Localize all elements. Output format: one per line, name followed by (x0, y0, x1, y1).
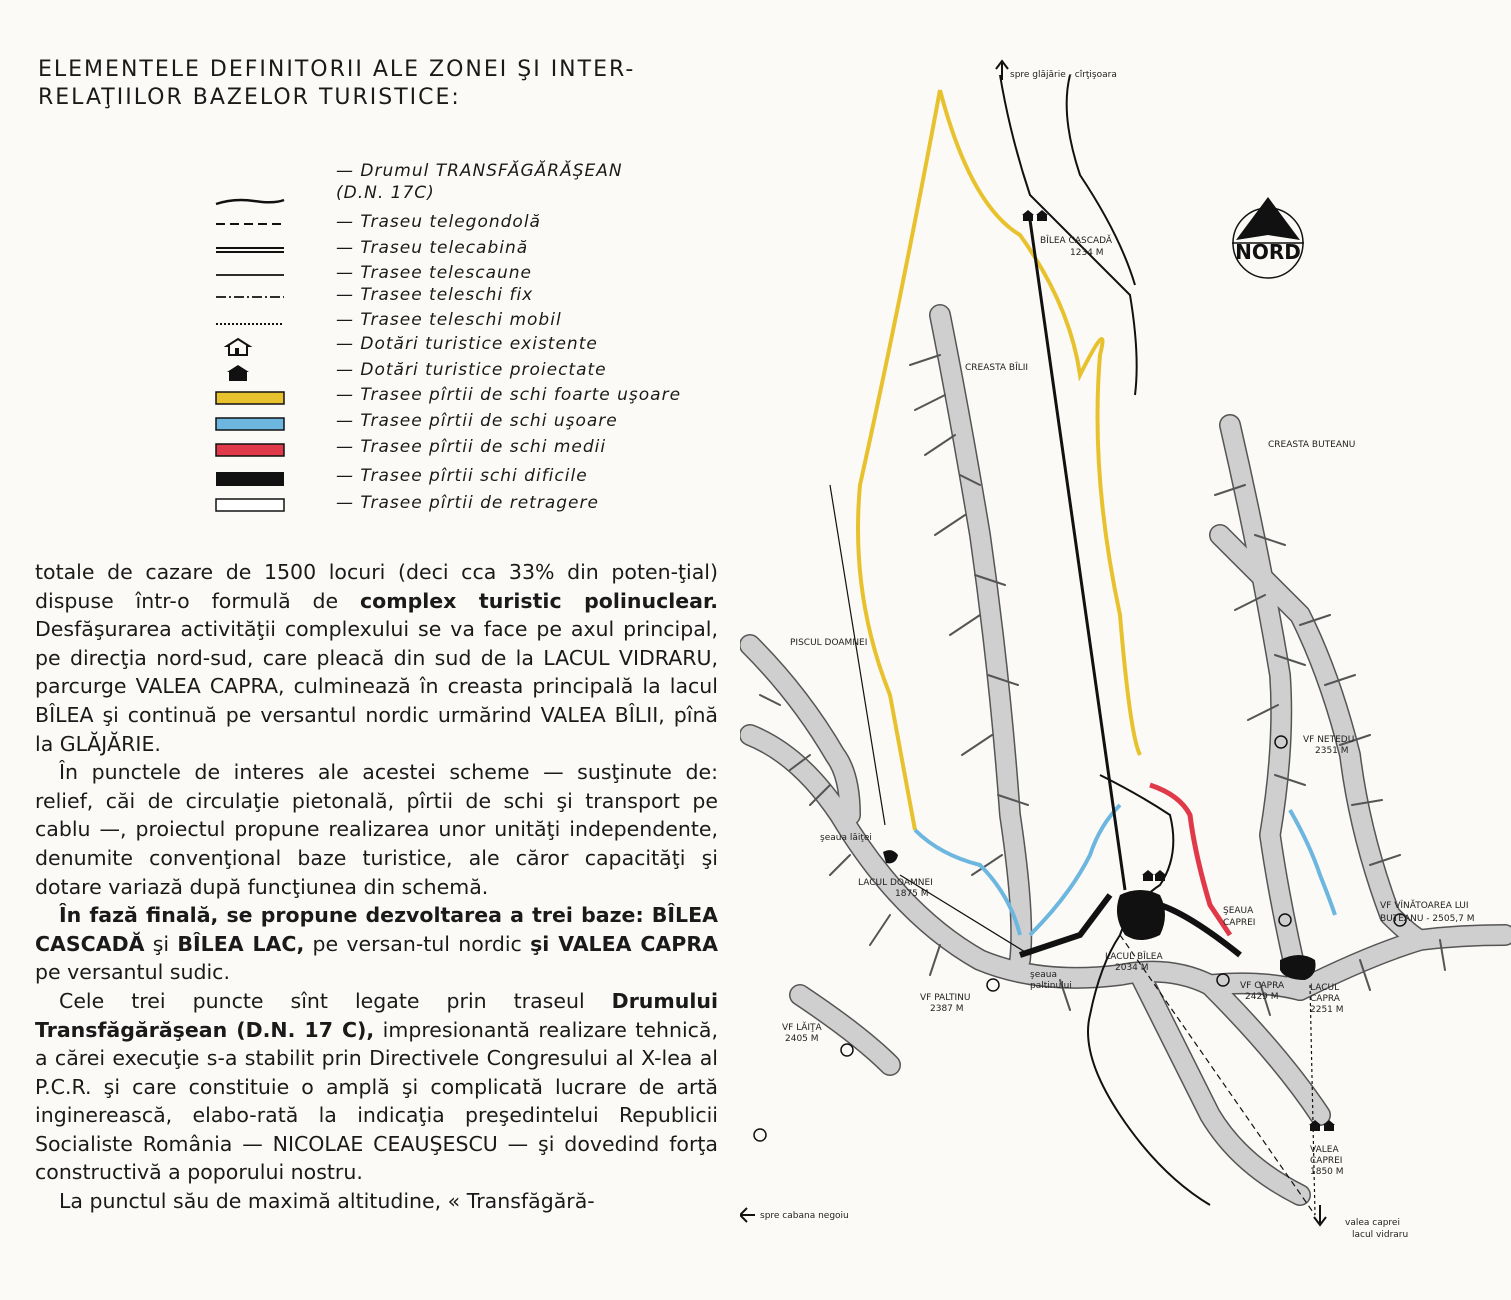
label-vf-vinatoarea-2: BUTEANU - 2505,7 M (1380, 914, 1475, 924)
label-spre-glajarie: spre glăjărie - cîrţişoara (1010, 70, 1117, 80)
arrow-west-icon (740, 1208, 755, 1222)
label-spre-vidraru-2: lacul vidraru (1352, 1230, 1409, 1240)
legend-row-telecabina (180, 238, 740, 262)
label-lacul-bilea-alt: 2034 M (1115, 963, 1149, 973)
legend-label: — Trasee telescaune (336, 263, 532, 283)
label-vf-paltinu-alt: 2387 M (930, 1004, 964, 1014)
red-band-symbol (214, 439, 286, 459)
label-spre-cabana: spre cabana negoiu (760, 1211, 849, 1221)
paragraph-2: În punctele de interes ale acestei scheme — susţinute de: relief, căi de circulaţie pietonală, pîrtii de schi şi transport pe cablu —, proiectul propune realizarea unor unităţi independente, denumite convenţional baze turistice, ale căror capacităţi şi dotare variază după funcţiunea din schemă. (35, 760, 718, 899)
legend-row-dificile (180, 466, 740, 490)
lacul-bilea-lake (1117, 890, 1165, 940)
map-drawing (740, 55, 1511, 1300)
label-lacul-doamnei-alt: 1875 M (895, 889, 929, 899)
legend-label: — Drumul TRANSFĂGĂRĂŞEAN (D.N. 17C) (336, 161, 623, 203)
yellow-band-symbol (214, 387, 286, 407)
legend-row-teleschi-fix (180, 285, 740, 309)
arrow-north-icon (996, 61, 1008, 80)
label-seaua-paltinului: şeaua (1030, 970, 1057, 980)
yellow-slope-west (858, 90, 940, 830)
label-spre-vidraru: valea caprei (1345, 1218, 1400, 1228)
label-seaua-caprei: ŞEAUA (1223, 906, 1254, 916)
label-bilea-cascada-alt: 1234 M (1070, 248, 1104, 258)
label-piscul-doamnei: PISCUL DOAMNEI (790, 638, 868, 648)
label-vf-capra-alt: 2429 M (1245, 992, 1279, 1002)
label-seaua-paltinului-2: paltinului (1030, 981, 1072, 991)
label-vf-laita-alt: 2405 M (785, 1034, 819, 1044)
legend-label: — Trasee pîrtii de schi foarte uşoare (336, 385, 682, 405)
hut-solid-icon (214, 362, 286, 382)
label-lacul-capra: LACUL (1310, 983, 1340, 993)
label-valea-caprei-alt: 1850 M (1310, 1167, 1344, 1177)
legend-row-road (180, 160, 740, 206)
blue-slope-center (1030, 805, 1120, 935)
legend-row-teleschi-mobil (180, 310, 740, 334)
label-valea-caprei: VALEA (1310, 1145, 1339, 1155)
map-legend (180, 155, 740, 525)
legend-row-usoare (180, 411, 740, 435)
page-heading: ELEMENTELE DEFINITORII ALE ZONEI ŞI INTER-RELAŢIILOR BAZELOR TURISTICE: (38, 57, 636, 110)
label-seaua-caprei-2: CAPREI (1223, 918, 1256, 928)
dash-dot-symbol (214, 287, 286, 307)
label-seaua-laitei: şeaua lăiţei (820, 833, 872, 843)
legend-label: — Traseu telecabină (336, 238, 529, 258)
legend-row-retragere (180, 493, 740, 517)
label-vf-capra: VF CAPRA (1240, 981, 1285, 991)
black-band-symbol (214, 468, 286, 488)
label-bilea-cascada: BÎLEA CASCADĂ (1040, 236, 1113, 246)
legend-row-dotari-existente (180, 334, 740, 358)
legend-label: — Trasee pîrtii de retragere (336, 493, 599, 513)
label-lacul-bilea: LACUL BÎLEA (1105, 952, 1163, 962)
legend-row-dotari-proiectate (180, 360, 740, 384)
legend-label: — Trasee teleschi mobil (336, 310, 562, 330)
north-compass-icon (1232, 197, 1304, 278)
legend-label: — Dotări turistice existente (336, 334, 598, 354)
hut-outline-icon (214, 336, 286, 356)
dotted-line-symbol (214, 312, 286, 332)
label-lacul-doamnei: LACUL DOAMNEI (858, 878, 933, 888)
label-vf-netedu: VF NETEDU (1303, 735, 1355, 745)
label-vf-laita: VF LĂIŢA (782, 1023, 822, 1033)
road-symbol (214, 190, 286, 210)
paragraph-4: Cele trei puncte sînt legate prin traseul Drumului Transfăgărăşean (D.N. 17 C), impresionantă realizare tehnică, a cărei execuţie s-a stabilit prin Directivele Congresului al X-lea al P.C.R. şi care constituie o amplă şi complicată lucrare de artă inginerească, elabo-rată la indicaţia preşedintelui Republicii Socialiste România — NICOLAE CEAUŞESCU — şi dovedind forţa constructivă a poporului nostru. (35, 988, 718, 1185)
label-creasta-bilii: CREASTA BÎLII (965, 363, 1029, 373)
north-label: NORD (1235, 240, 1301, 264)
legend-row-telegondola (180, 212, 740, 236)
arrow-south-icon (1314, 1205, 1326, 1225)
thin-line-symbol (214, 265, 286, 285)
paragraph-1: totale de cazare de 1500 locuri (deci cca 33% din poten-ţial) dispuse într-o formulă de complex turistic polinuclear. Desfăşurarea activităţii complexului se va face pe axul principal, pe direcţia nord-sud, care pleacă din sud de la LACUL VIDRARU, parcurge VALEA CAPRA, culminează în creasta principală la lacul BÎLEA şi continuă pe versantul nordic urmărind VALEA BÎLII, pînă la GLĂJĂRIE. (35, 560, 718, 756)
label-vf-netedu-alt: 2351 M (1315, 746, 1349, 756)
legend-label: — Trasee pîrtii de schi medii (336, 437, 607, 457)
legend-row-medii (180, 437, 740, 461)
legend-row-telescaune (180, 263, 740, 287)
label-vf-paltinu: VF PALTINU (920, 993, 971, 1003)
white-band-symbol (214, 495, 286, 515)
legend-label: — Dotări turistice proiectate (336, 360, 607, 380)
ridges (750, 315, 1505, 1195)
legend-label: — Trasee pîrtii de schi uşoare (336, 411, 618, 431)
legend-label: — Traseu telegondolă (336, 212, 541, 232)
lacul-doamnei-lake (883, 850, 898, 863)
paragraph-5: La punctul său de maximă altitudine, « Transfăgără- (59, 1189, 595, 1214)
label-lacul-capra-alt: 2251 M (1310, 1005, 1344, 1015)
legend-row-foarte-usoare (180, 385, 740, 409)
ski-area-map (740, 55, 1511, 1300)
label-lacul-capra-2: CAPRA (1310, 994, 1340, 1004)
double-line-symbol (214, 240, 286, 260)
dashed-line-symbol (214, 214, 286, 234)
article-body (35, 558, 718, 1216)
blue-band-symbol (214, 413, 286, 433)
label-creasta-buteanu: CREASTA BUTEANU (1268, 440, 1356, 450)
blue-slope-east (1290, 810, 1335, 915)
label-vf-vinatoarea: VF VÎNĂTOAREA LUI (1380, 901, 1469, 911)
paragraph-3: În fază finală, se propune dezvoltarea a trei baze: BÎLEA CASCADĂ şi BÎLEA LAC, pe versan-tul nordic şi VALEA CAPRA pe versantul sudic. (35, 903, 718, 985)
legend-label: — Trasee pîrtii schi dificile (336, 466, 588, 486)
label-valea-caprei-2: CAPREI (1310, 1156, 1343, 1166)
legend-label: — Trasee teleschi fix (336, 285, 534, 305)
